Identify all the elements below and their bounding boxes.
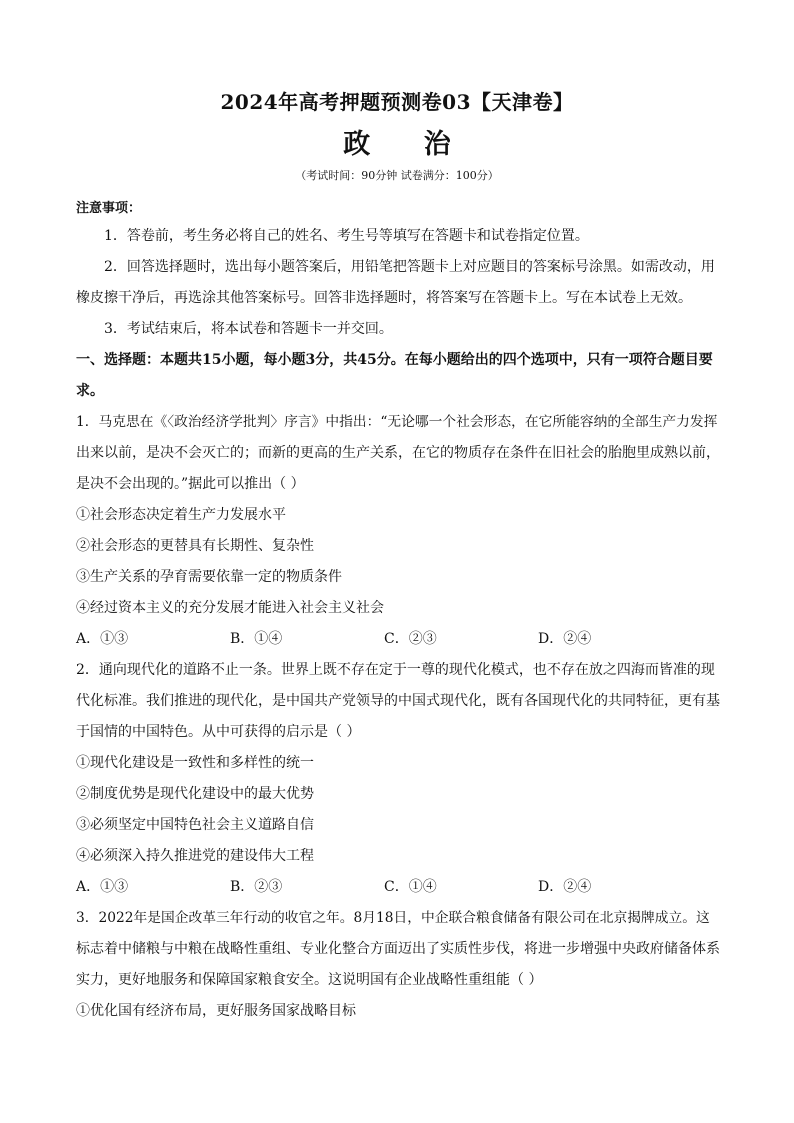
statement: ①优化国有经济布局，更好服务国家战略目标	[76, 1003, 356, 1019]
question-stem: 1．马克思在《〈政治经济学批判〉序言》中指出：“无论哪一个社会形态，在它所能容纳的全部生产力发挥	[76, 414, 718, 430]
statement: ④经过资本主义的充分发展才能进入社会主义社会	[76, 600, 384, 616]
option-c: C．①④	[384, 879, 437, 895]
subject-title: 政 治	[343, 129, 473, 160]
question-stem: 2．通向现代化的道路不止一条。世界上既不存在定于一尊的现代化模式，也不存在放之四海而皆准的现	[76, 662, 715, 678]
question-stem: 标志着中储粮与中粮在战略性重组、专业化整合方面迈出了实质性步伐，将进一步增强中央政府储备体系	[76, 941, 720, 957]
exam-body	[76, 196, 720, 1027]
notice-item: 3．考试结束后，将本试卷和答题卡一并交回。	[104, 321, 393, 337]
statement: ③必须坚定中国特色社会主义道路自信	[76, 817, 314, 833]
option-b: B．②③	[230, 879, 283, 895]
question-stem: 代化标准。我们推进的现代化，是中国共产党领导的中国式现代化，既有各国现代化的共同特征，更有基	[76, 693, 720, 709]
option-c: C．②③	[384, 631, 437, 647]
exam-title: 2024年高考押题预测卷03【天津卷】	[220, 90, 574, 114]
question-stem: 出来以前，是决不会灭亡的；而新的更高的生产关系，在它的物质存在条件在旧社会的胎胞里成熟以前，	[76, 445, 720, 461]
statement: ②制度优势是现代化建设中的最大优势	[76, 786, 314, 802]
question-stem: 是决不会出现的。”据此可以推出（ ）	[76, 476, 305, 492]
option-a: A．①③	[76, 879, 129, 895]
option-a: A．①③	[76, 631, 129, 647]
question-stem: 实力，更好地服务和保障国家粮食安全。这说明国有企业战略性重组能（ ）	[76, 972, 543, 988]
notice-item: 2．回答选择题时，选出每小题答案后，用铅笔把答题卡上对应题目的答案标号涂黑。如需改动，用	[104, 259, 715, 275]
section-heading: 一、选择题：本题共15小题，每小题3分，共45分。在每小题给出的四个选项中，只有一项符合题目要	[76, 352, 713, 368]
option-b: B．①④	[230, 631, 283, 647]
question-stem: 于国情的中国特色。从中可获得的启示是（ ）	[76, 724, 361, 740]
statement: ③生产关系的孕育需要依靠一定的物质条件	[76, 569, 342, 585]
answer-options	[76, 872, 720, 903]
statement: ④必须深入持久推进党的建设伟大工程	[76, 848, 314, 864]
notice-heading: 注意事项：	[76, 201, 142, 216]
statement: ①社会形态决定着生产力发展水平	[76, 507, 286, 523]
option-d: D．②④	[538, 631, 592, 647]
option-d: D．②④	[538, 879, 592, 895]
notice-item-continued: 橡皮擦干净后，再选涂其他答案标号。回答非选择题时，将答案写在答题卡上。写在本试卷上无效。	[76, 290, 692, 306]
notice-item: 1．答卷前，考生务必将自己的姓名、考生号等填写在答题卡和试卷指定位置。	[104, 228, 589, 244]
section-heading-continued: 求。	[76, 383, 104, 399]
statement: ②社会形态的更替具有长期性、复杂性	[76, 538, 314, 554]
statement: ①现代化建设是一致性和多样性的统一	[76, 755, 314, 771]
answer-options	[76, 624, 720, 655]
exam-info: （考试时间：90分钟 试卷满分：100分）	[295, 169, 499, 182]
question-stem: 3．2022年是国企改革三年行动的收官之年。8月18日，中企联合粮食储备有限公司在北京揭牌成立。这	[76, 910, 710, 926]
